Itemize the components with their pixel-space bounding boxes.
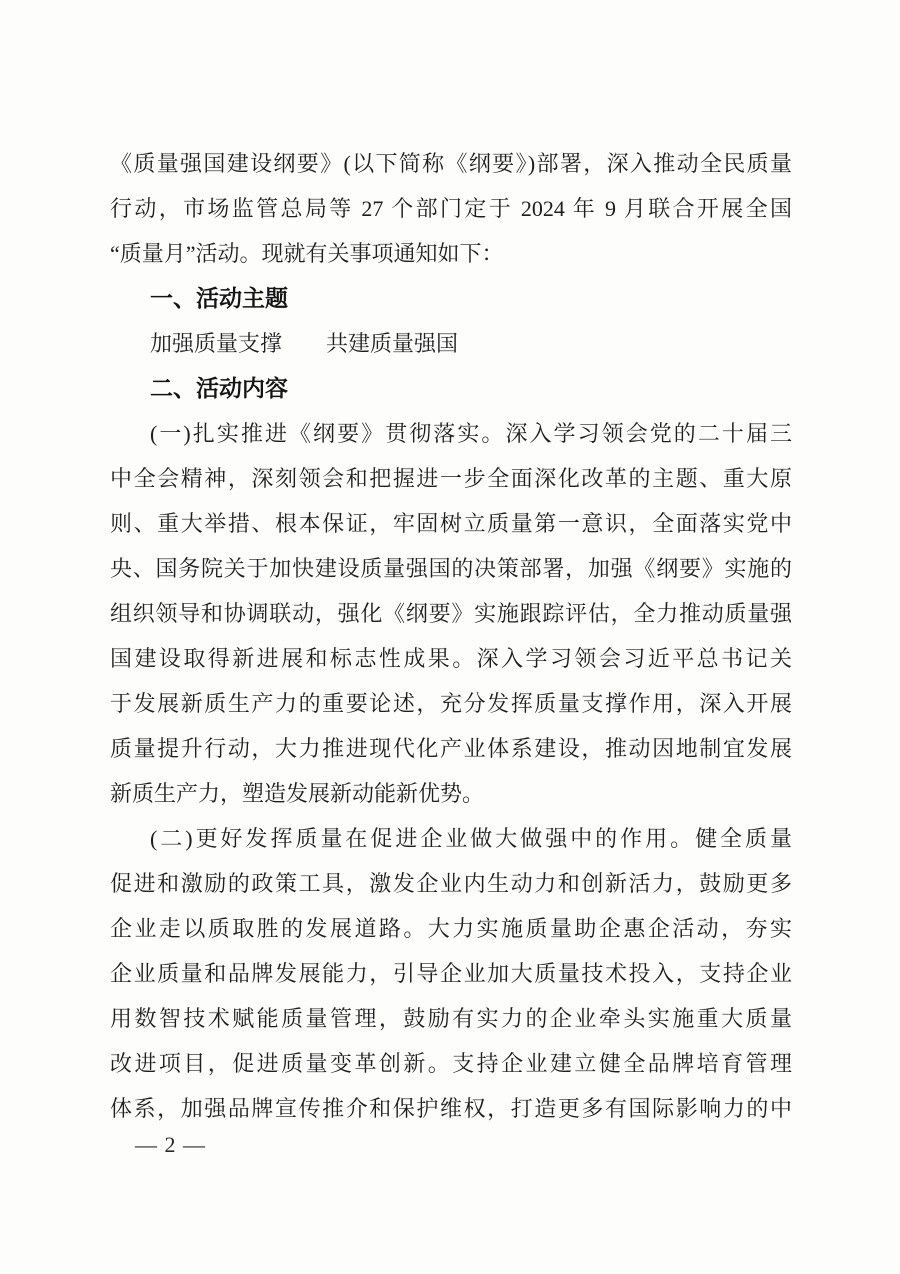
text-line: 组织领导和协调联动，强化《纲要》实施跟踪评估，全力推动质量强 (110, 601, 792, 626)
text-line: 企业走以质取胜的发展道路。大力实施质量助企惠企活动，夯实 (110, 916, 792, 941)
text-line: 于发展新质生产力的重要论述，充分发挥质量支撑作用，深入开展 (110, 691, 792, 716)
text-line: 《质量强国建设纲要》(以下简称《纲要》)部署，深入推动全民质量 (110, 151, 792, 176)
text-line: 行动，市场监管总局等 27 个部门定于 2024 年 9 月联合开展全国 (110, 196, 792, 221)
text-line: 体系，加强品牌宣传推介和保护维权，打造更多有国际影响力的中 (110, 1096, 792, 1121)
text-line: 用数智技术赋能质量管理，鼓励有实力的企业牵头实施重大质量 (110, 1006, 792, 1031)
text-line: 企业质量和品牌发展能力，引导企业加大质量技术投入，支持企业 (110, 961, 792, 986)
section-heading: 一、活动主题 (150, 285, 288, 311)
text-line: 改进项目，促进质量变革创新。支持企业建立健全品牌培育管理 (110, 1051, 792, 1076)
section-heading: 二、活动内容 (150, 375, 288, 401)
document-body (110, 141, 792, 1131)
text-line: 新质生产力，塑造发展新动能新优势。 (110, 781, 485, 806)
text-line: (一)扎实推进《纲要》贯彻落实。深入学习领会党的二十届三 (150, 421, 792, 446)
text-line: “质量月”活动。现就有关事项通知如下： (110, 241, 504, 266)
text-line: 央、国务院关于加快建设质量强国的决策部署，加强《纲要》实施的 (110, 556, 792, 581)
page-number: — 2 — (135, 1132, 206, 1157)
text-line: 国建设取得新进展和标志性成果。深入学习领会习近平总书记关 (110, 646, 792, 671)
text-line: 质量提升行动，大力推进现代化产业体系建设，推动因地制宜发展 (110, 736, 792, 761)
text-line: (二)更好发挥质量在促进企业做大做强中的作用。健全质量 (150, 826, 792, 851)
text-line: 则、重大举措、根本保证，牢固树立质量第一意识，全面落实党中 (110, 511, 792, 536)
text-line: 中全会精神，深刻领会和把握进一步全面深化改革的主题、重大原 (110, 466, 792, 491)
text-line: 促进和激励的政策工具，激发企业内生动力和创新活力，鼓励更多 (110, 871, 792, 896)
text-line: 加强质量支撑 共建质量强国 (150, 331, 459, 356)
